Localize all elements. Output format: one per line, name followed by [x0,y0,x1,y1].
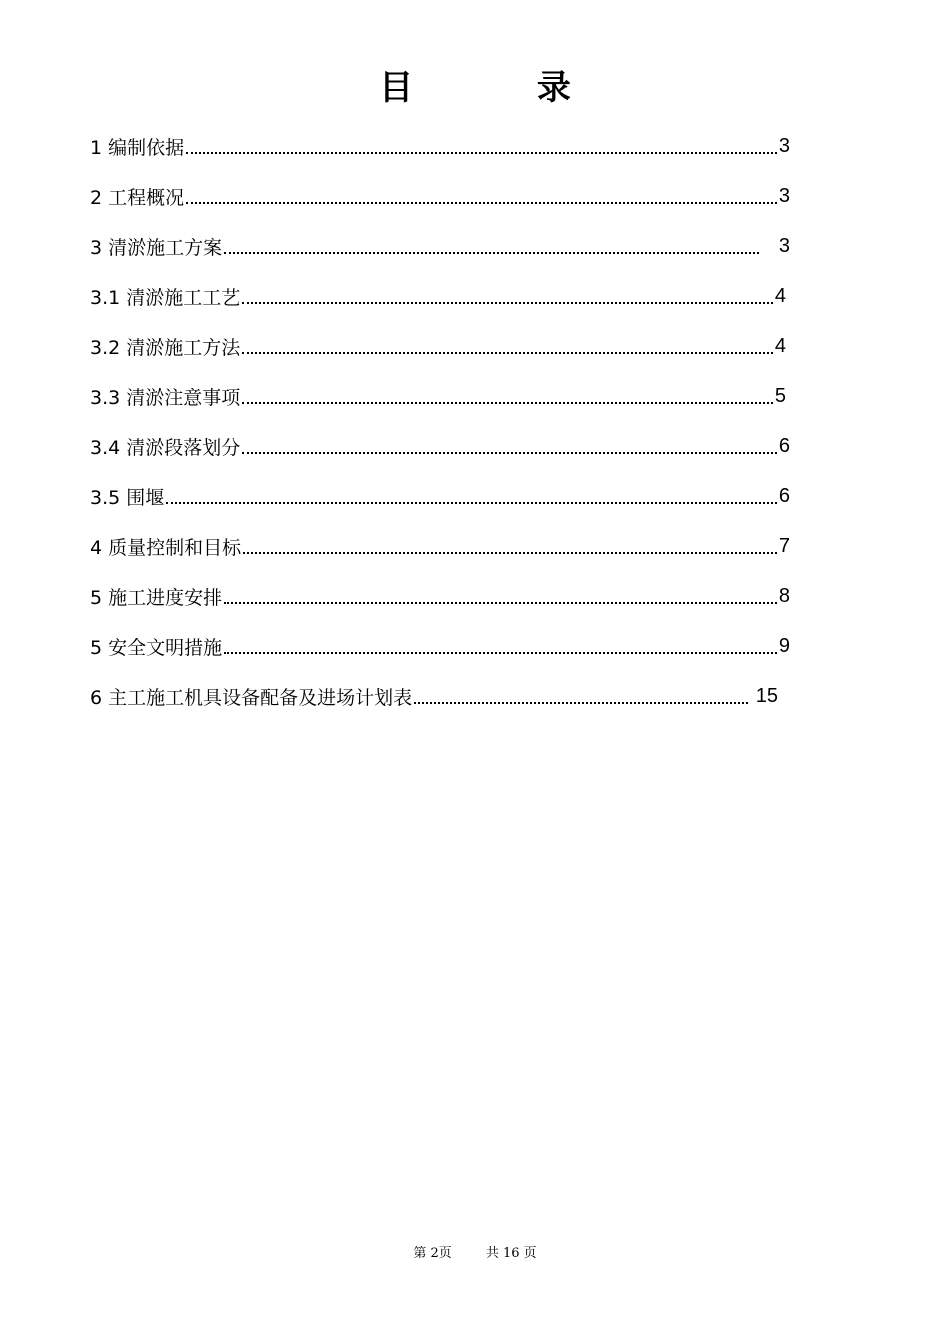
toc-entry-page: 4 [774,334,786,357]
toc-entry-label: 3.2 清淤施工方法 [90,336,241,359]
toc-entry-page: 3 [778,134,790,157]
toc-leader-dots [414,682,748,704]
table-of-contents [90,121,790,721]
toc-leader-dots [242,382,773,404]
toc-entry[interactable] [90,271,790,321]
toc-entry[interactable] [90,621,790,671]
toc-leader-dots [186,132,777,154]
toc-entry[interactable] [90,671,778,721]
toc-entry-label: 3.3 清淤注意事项 [90,386,241,409]
toc-leader-dots [242,282,773,304]
toc-entry-page: 9 [778,634,790,657]
toc-entry[interactable] [90,371,790,421]
toc-entry-label: 6 主工施工机具设备配备及进场计划表 [90,686,413,709]
toc-leader-dots [224,232,759,254]
toc-leader-dots [166,482,777,504]
toc-entry[interactable] [90,571,790,621]
toc-entry-page: 4 [774,284,786,307]
toc-entry-page: 6 [778,434,790,457]
footer-total-pages: 共 16 页 [485,1246,537,1261]
toc-entry[interactable] [90,121,790,171]
toc-entry-page: 6 [778,484,790,507]
toc-entry-label: 3.4 清淤段落划分 [90,436,241,459]
footer-current-page: 第 2页 [413,1246,452,1261]
toc-leader-dots [186,182,777,204]
page-footer [0,1244,950,1264]
toc-entry[interactable] [90,171,790,221]
toc-entry-label: 1 编制依据 [90,136,185,159]
toc-entry[interactable] [90,421,790,471]
toc-entry-label: 5 安全文明措施 [90,636,223,659]
toc-entry-page: 15 [755,684,778,707]
toc-entry-label: 3.5 围堰 [90,486,165,509]
toc-leader-dots [242,432,777,454]
page-title: 目 录 [379,68,627,108]
toc-entry-page: 7 [778,534,790,557]
toc-leader-dots [224,582,777,604]
toc-entry-label: 2 工程概况 [90,186,185,209]
toc-entry[interactable] [90,471,790,521]
toc-entry[interactable] [90,521,790,571]
toc-entry-label: 5 施工进度安排 [90,586,223,609]
toc-entry-page: 5 [774,384,786,407]
toc-entry[interactable] [90,321,790,371]
toc-leader-dots [224,632,777,654]
toc-entry-page: 3 [778,184,790,207]
toc-entry[interactable] [90,221,790,271]
toc-leader-dots [242,332,773,354]
toc-leader-dots [243,532,777,554]
toc-entry-label: 3.1 清淤施工工艺 [90,286,241,309]
toc-entry-label: 4 质量控制和目标 [90,536,242,559]
toc-entry-label: 3 清淤施工方案 [90,236,223,259]
toc-entry-page: 3 [778,234,790,257]
toc-entry-page: 8 [778,584,790,607]
